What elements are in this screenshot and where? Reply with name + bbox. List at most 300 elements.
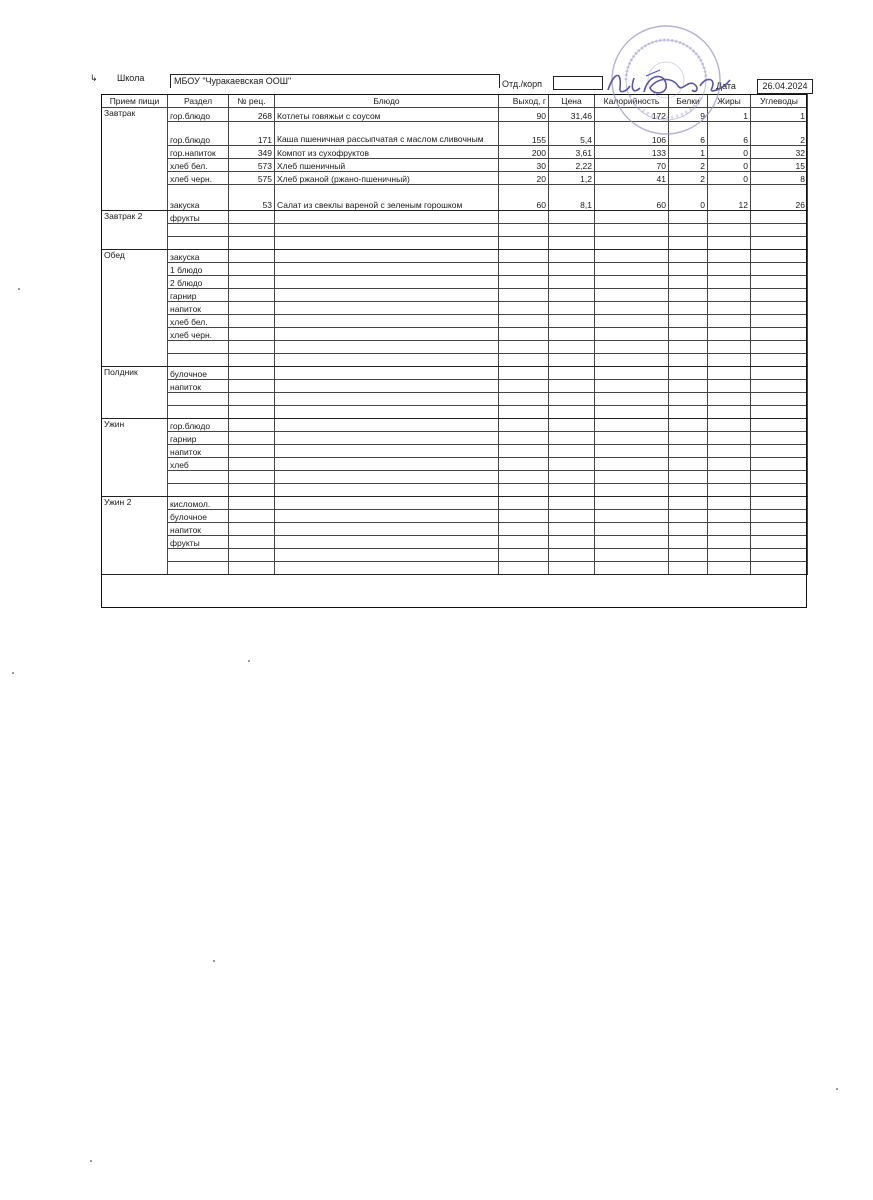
meal-name-cell <box>102 510 168 523</box>
dish-cell <box>275 211 499 224</box>
meal-name-cell <box>102 341 168 354</box>
protein-cell <box>669 523 708 536</box>
fat-cell: 12 <box>708 185 751 211</box>
protein-cell <box>669 419 708 432</box>
meal-name-cell <box>102 471 168 484</box>
protein-cell <box>669 536 708 549</box>
protein-cell <box>669 354 708 367</box>
school-label: Школа <box>117 73 145 83</box>
yield-cell <box>499 250 549 263</box>
calories-cell: 41 <box>595 172 669 185</box>
recipe-cell <box>229 562 275 575</box>
col-header: Цена <box>549 95 595 108</box>
school-name-field[interactable]: МБОУ "Чуракаевская ООШ" <box>170 74 500 88</box>
table-row <box>102 172 808 185</box>
carbs-cell <box>751 367 808 380</box>
dish-cell <box>275 367 499 380</box>
price-cell <box>549 471 595 484</box>
dish-cell <box>275 224 499 237</box>
carbs-cell <box>751 328 808 341</box>
calories-cell <box>595 263 669 276</box>
calories-cell: 106 <box>595 122 669 146</box>
price-cell <box>549 562 595 575</box>
yield-cell <box>499 276 549 289</box>
table-row <box>102 458 808 471</box>
table-row <box>102 328 808 341</box>
calories-cell <box>595 471 669 484</box>
price-cell <box>549 406 595 419</box>
table-row <box>102 536 808 549</box>
section-cell: булочное <box>168 367 229 380</box>
calories-cell: 70 <box>595 159 669 172</box>
fat-cell <box>708 211 751 224</box>
dish-cell <box>275 276 499 289</box>
price-cell <box>549 380 595 393</box>
protein-cell <box>669 263 708 276</box>
meal-group <box>102 497 808 575</box>
yield-cell <box>499 406 549 419</box>
fat-cell <box>708 276 751 289</box>
section-cell <box>168 354 229 367</box>
dish-cell <box>275 497 499 510</box>
price-cell <box>549 458 595 471</box>
protein-cell <box>669 211 708 224</box>
carbs-cell <box>751 484 808 497</box>
price-cell <box>549 367 595 380</box>
recipe-cell <box>229 250 275 263</box>
yield-cell <box>499 458 549 471</box>
fat-cell <box>708 406 751 419</box>
dish-cell <box>275 445 499 458</box>
recipe-cell <box>229 471 275 484</box>
meal-name-cell <box>102 328 168 341</box>
yield-cell: 90 <box>499 108 549 122</box>
fat-cell <box>708 458 751 471</box>
calories-cell <box>595 549 669 562</box>
calories-cell: 133 <box>595 146 669 159</box>
table-row <box>102 419 808 432</box>
yield-cell <box>499 211 549 224</box>
yield-cell <box>499 445 549 458</box>
carbs-cell <box>751 250 808 263</box>
meal-group <box>102 108 808 211</box>
dish-cell <box>275 315 499 328</box>
col-header: Жиры <box>708 95 751 108</box>
price-cell <box>549 445 595 458</box>
carbs-cell <box>751 237 808 250</box>
fat-cell <box>708 536 751 549</box>
carbs-cell <box>751 302 808 315</box>
scan-speck <box>248 660 250 662</box>
yield-cell <box>499 484 549 497</box>
recipe-cell <box>229 211 275 224</box>
section-cell <box>168 224 229 237</box>
section-cell: напиток <box>168 380 229 393</box>
calories-cell <box>595 432 669 445</box>
protein-cell <box>669 289 708 302</box>
dish-cell: Котлеты говяжьи с соусом <box>275 108 499 122</box>
carbs-cell <box>751 419 808 432</box>
fat-cell <box>708 367 751 380</box>
table-row <box>102 224 808 237</box>
section-cell: гор.блюдо <box>168 419 229 432</box>
section-cell: напиток <box>168 523 229 536</box>
section-cell <box>168 484 229 497</box>
calories-cell <box>595 458 669 471</box>
yield-cell <box>499 562 549 575</box>
recipe-cell <box>229 289 275 302</box>
section-cell: хлеб черн. <box>168 172 229 185</box>
protein-cell <box>669 445 708 458</box>
price-cell <box>549 497 595 510</box>
section-cell <box>168 471 229 484</box>
carbs-cell <box>751 562 808 575</box>
table-row <box>102 108 808 122</box>
calories-cell <box>595 354 669 367</box>
fat-cell: 0 <box>708 172 751 185</box>
dish-cell <box>275 328 499 341</box>
carbs-cell <box>751 354 808 367</box>
fat-cell <box>708 484 751 497</box>
price-cell <box>549 432 595 445</box>
fat-cell <box>708 289 751 302</box>
calories-cell <box>595 406 669 419</box>
carbs-cell <box>751 211 808 224</box>
recipe-cell <box>229 497 275 510</box>
carbs-cell <box>751 497 808 510</box>
fat-cell <box>708 549 751 562</box>
col-header: Калорийность <box>595 95 669 108</box>
recipe-cell <box>229 549 275 562</box>
yield-cell <box>499 497 549 510</box>
protein-cell <box>669 328 708 341</box>
scan-speck <box>836 1088 838 1090</box>
menu-table <box>101 94 808 575</box>
calories-cell <box>595 419 669 432</box>
dish-cell <box>275 393 499 406</box>
fat-cell <box>708 432 751 445</box>
recipe-cell <box>229 302 275 315</box>
recipe-cell: 53 <box>229 185 275 211</box>
protein-cell <box>669 341 708 354</box>
yield-cell <box>499 380 549 393</box>
meal-name-cell: Ужин 2 <box>102 497 168 510</box>
dish-cell <box>275 432 499 445</box>
recipe-cell: 573 <box>229 159 275 172</box>
recipe-cell <box>229 393 275 406</box>
fat-cell <box>708 419 751 432</box>
col-header: Белки <box>669 95 708 108</box>
calories-cell <box>595 237 669 250</box>
price-cell <box>549 211 595 224</box>
yield-cell <box>499 536 549 549</box>
fat-cell <box>708 302 751 315</box>
meal-name-cell <box>102 172 168 185</box>
section-cell: гор.блюдо <box>168 122 229 146</box>
fat-cell: 0 <box>708 159 751 172</box>
table-row <box>102 367 808 380</box>
yield-cell <box>499 224 549 237</box>
fat-cell <box>708 523 751 536</box>
recipe-cell: 575 <box>229 172 275 185</box>
section-cell: закуска <box>168 250 229 263</box>
scan-speck <box>18 288 20 290</box>
calories-cell <box>595 510 669 523</box>
price-cell: 31,46 <box>549 108 595 122</box>
calories-cell <box>595 497 669 510</box>
section-cell: 2 блюдо <box>168 276 229 289</box>
dish-cell: Компот из сухофруктов <box>275 146 499 159</box>
dish-cell <box>275 406 499 419</box>
protein-cell: 1 <box>669 146 708 159</box>
dish-cell <box>275 250 499 263</box>
calories-cell: 172 <box>595 108 669 122</box>
dish-cell <box>275 289 499 302</box>
carbs-cell <box>751 471 808 484</box>
dish-cell: Каша пшеничная рассыпчатая с маслом сливочным <box>275 122 499 146</box>
price-cell <box>549 354 595 367</box>
col-header: № рец. <box>229 95 275 108</box>
recipe-cell <box>229 367 275 380</box>
table-row <box>102 562 808 575</box>
dish-cell: Хлеб пшеничный <box>275 159 499 172</box>
recipe-cell <box>229 315 275 328</box>
protein-cell <box>669 484 708 497</box>
protein-cell <box>669 510 708 523</box>
meal-name-cell <box>102 354 168 367</box>
fat-cell <box>708 471 751 484</box>
protein-cell <box>669 458 708 471</box>
section-cell <box>168 562 229 575</box>
meal-name-cell <box>102 146 168 159</box>
yield-cell <box>499 523 549 536</box>
section-cell: хлеб бел. <box>168 315 229 328</box>
carbs-cell <box>751 458 808 471</box>
fat-cell <box>708 562 751 575</box>
yield-cell <box>499 471 549 484</box>
carbs-cell <box>751 224 808 237</box>
calories-cell <box>595 315 669 328</box>
meal-name-cell <box>102 445 168 458</box>
table-row <box>102 302 808 315</box>
meal-name-cell <box>102 549 168 562</box>
table-row <box>102 484 808 497</box>
protein-cell <box>669 471 708 484</box>
meal-name-cell <box>102 458 168 471</box>
price-cell <box>549 250 595 263</box>
dish-cell <box>275 302 499 315</box>
meal-name-cell <box>102 159 168 172</box>
price-cell <box>549 536 595 549</box>
price-cell <box>549 276 595 289</box>
scan-speck <box>12 672 14 674</box>
scan-speck <box>90 1160 92 1162</box>
calories-cell <box>595 445 669 458</box>
recipe-cell <box>229 484 275 497</box>
table-row <box>102 122 808 146</box>
recipe-cell <box>229 328 275 341</box>
table-row <box>102 380 808 393</box>
yield-cell <box>499 354 549 367</box>
meal-name-cell <box>102 536 168 549</box>
yield-cell <box>499 419 549 432</box>
yield-cell: 155 <box>499 122 549 146</box>
section-cell <box>168 393 229 406</box>
table-row <box>102 315 808 328</box>
price-cell <box>549 510 595 523</box>
carbs-cell: 26 <box>751 185 808 211</box>
yield-cell: 200 <box>499 146 549 159</box>
fat-cell <box>708 250 751 263</box>
yield-cell: 60 <box>499 185 549 211</box>
protein-cell <box>669 380 708 393</box>
price-cell <box>549 237 595 250</box>
price-cell <box>549 523 595 536</box>
dept-label: Отд./корп <box>502 79 542 89</box>
yield-cell <box>499 263 549 276</box>
carbs-cell <box>751 445 808 458</box>
fat-cell <box>708 445 751 458</box>
date-field[interactable]: 26.04.2024 <box>757 79 813 94</box>
section-cell: фрукты <box>168 536 229 549</box>
table-row <box>102 185 808 211</box>
section-cell: булочное <box>168 510 229 523</box>
recipe-cell <box>229 224 275 237</box>
recipe-cell <box>229 445 275 458</box>
scan-speck <box>213 960 215 962</box>
calories-cell <box>595 289 669 302</box>
fat-cell <box>708 224 751 237</box>
table-row <box>102 341 808 354</box>
carbs-cell: 1 <box>751 108 808 122</box>
table-row <box>102 393 808 406</box>
carbs-cell: 2 <box>751 122 808 146</box>
section-cell: гарнир <box>168 432 229 445</box>
dish-cell <box>275 549 499 562</box>
carbs-cell <box>751 549 808 562</box>
section-cell: хлеб <box>168 458 229 471</box>
fat-cell: 0 <box>708 146 751 159</box>
yield-cell <box>499 328 549 341</box>
table-row <box>102 211 808 224</box>
dish-cell <box>275 419 499 432</box>
section-cell: хлеб черн. <box>168 328 229 341</box>
meal-name-cell <box>102 432 168 445</box>
protein-cell: 9 <box>669 108 708 122</box>
dish-cell <box>275 354 499 367</box>
col-header: Углеводы <box>751 95 808 108</box>
recipe-cell <box>229 237 275 250</box>
carbs-cell: 32 <box>751 146 808 159</box>
calories-cell <box>595 367 669 380</box>
protein-cell: 2 <box>669 172 708 185</box>
section-cell: 1 блюдо <box>168 263 229 276</box>
table-row <box>102 445 808 458</box>
yield-cell <box>499 237 549 250</box>
meal-name-cell <box>102 562 168 575</box>
col-header: Раздел <box>168 95 229 108</box>
bullet-mark: ↳ <box>90 73 98 83</box>
col-header: Выход, г <box>499 95 549 108</box>
meal-name-cell <box>102 185 168 211</box>
carbs-cell: 8 <box>751 172 808 185</box>
dish-cell <box>275 510 499 523</box>
meal-name-cell <box>102 523 168 536</box>
recipe-cell <box>229 419 275 432</box>
meal-name-cell: Завтрак 2 <box>102 211 168 224</box>
section-cell <box>168 406 229 419</box>
recipe-cell <box>229 523 275 536</box>
protein-cell: 6 <box>669 122 708 146</box>
table-row <box>102 497 808 510</box>
calories-cell <box>595 302 669 315</box>
protein-cell <box>669 497 708 510</box>
meal-name-cell <box>102 484 168 497</box>
fat-cell <box>708 237 751 250</box>
protein-cell: 2 <box>669 159 708 172</box>
carbs-cell <box>751 315 808 328</box>
price-cell <box>549 289 595 302</box>
calories-cell <box>595 393 669 406</box>
table-header-row <box>102 95 808 108</box>
fat-cell <box>708 263 751 276</box>
calories-cell <box>595 328 669 341</box>
table-row <box>102 237 808 250</box>
carbs-cell <box>751 393 808 406</box>
meal-name-cell: Завтрак <box>102 108 168 122</box>
fat-cell <box>708 315 751 328</box>
price-cell <box>549 393 595 406</box>
section-cell: напиток <box>168 445 229 458</box>
carbs-cell <box>751 341 808 354</box>
yield-cell <box>499 432 549 445</box>
section-cell <box>168 549 229 562</box>
table-row <box>102 549 808 562</box>
section-cell: гор.напиток <box>168 146 229 159</box>
protein-cell <box>669 406 708 419</box>
dish-cell <box>275 380 499 393</box>
col-header: Прием пищи <box>102 95 168 108</box>
dish-cell <box>275 237 499 250</box>
table-row <box>102 432 808 445</box>
carbs-cell <box>751 523 808 536</box>
calories-cell <box>595 523 669 536</box>
price-cell <box>549 328 595 341</box>
dept-field[interactable] <box>553 76 603 90</box>
recipe-cell <box>229 354 275 367</box>
price-cell: 5,4 <box>549 122 595 146</box>
recipe-cell <box>229 276 275 289</box>
price-cell <box>549 302 595 315</box>
price-cell: 8,1 <box>549 185 595 211</box>
meal-name-cell <box>102 302 168 315</box>
recipe-cell <box>229 380 275 393</box>
protein-cell <box>669 276 708 289</box>
price-cell <box>549 549 595 562</box>
meal-name-cell: Обед <box>102 250 168 263</box>
dish-cell: Хлеб ржаной (ржано-пшеничный) <box>275 172 499 185</box>
section-cell: гор.блюдо <box>168 108 229 122</box>
yield-cell <box>499 549 549 562</box>
calories-cell <box>595 276 669 289</box>
yield-cell <box>499 510 549 523</box>
carbs-cell <box>751 406 808 419</box>
price-cell <box>549 484 595 497</box>
table-row <box>102 146 808 159</box>
meal-name-cell <box>102 276 168 289</box>
protein-cell <box>669 315 708 328</box>
recipe-cell <box>229 406 275 419</box>
